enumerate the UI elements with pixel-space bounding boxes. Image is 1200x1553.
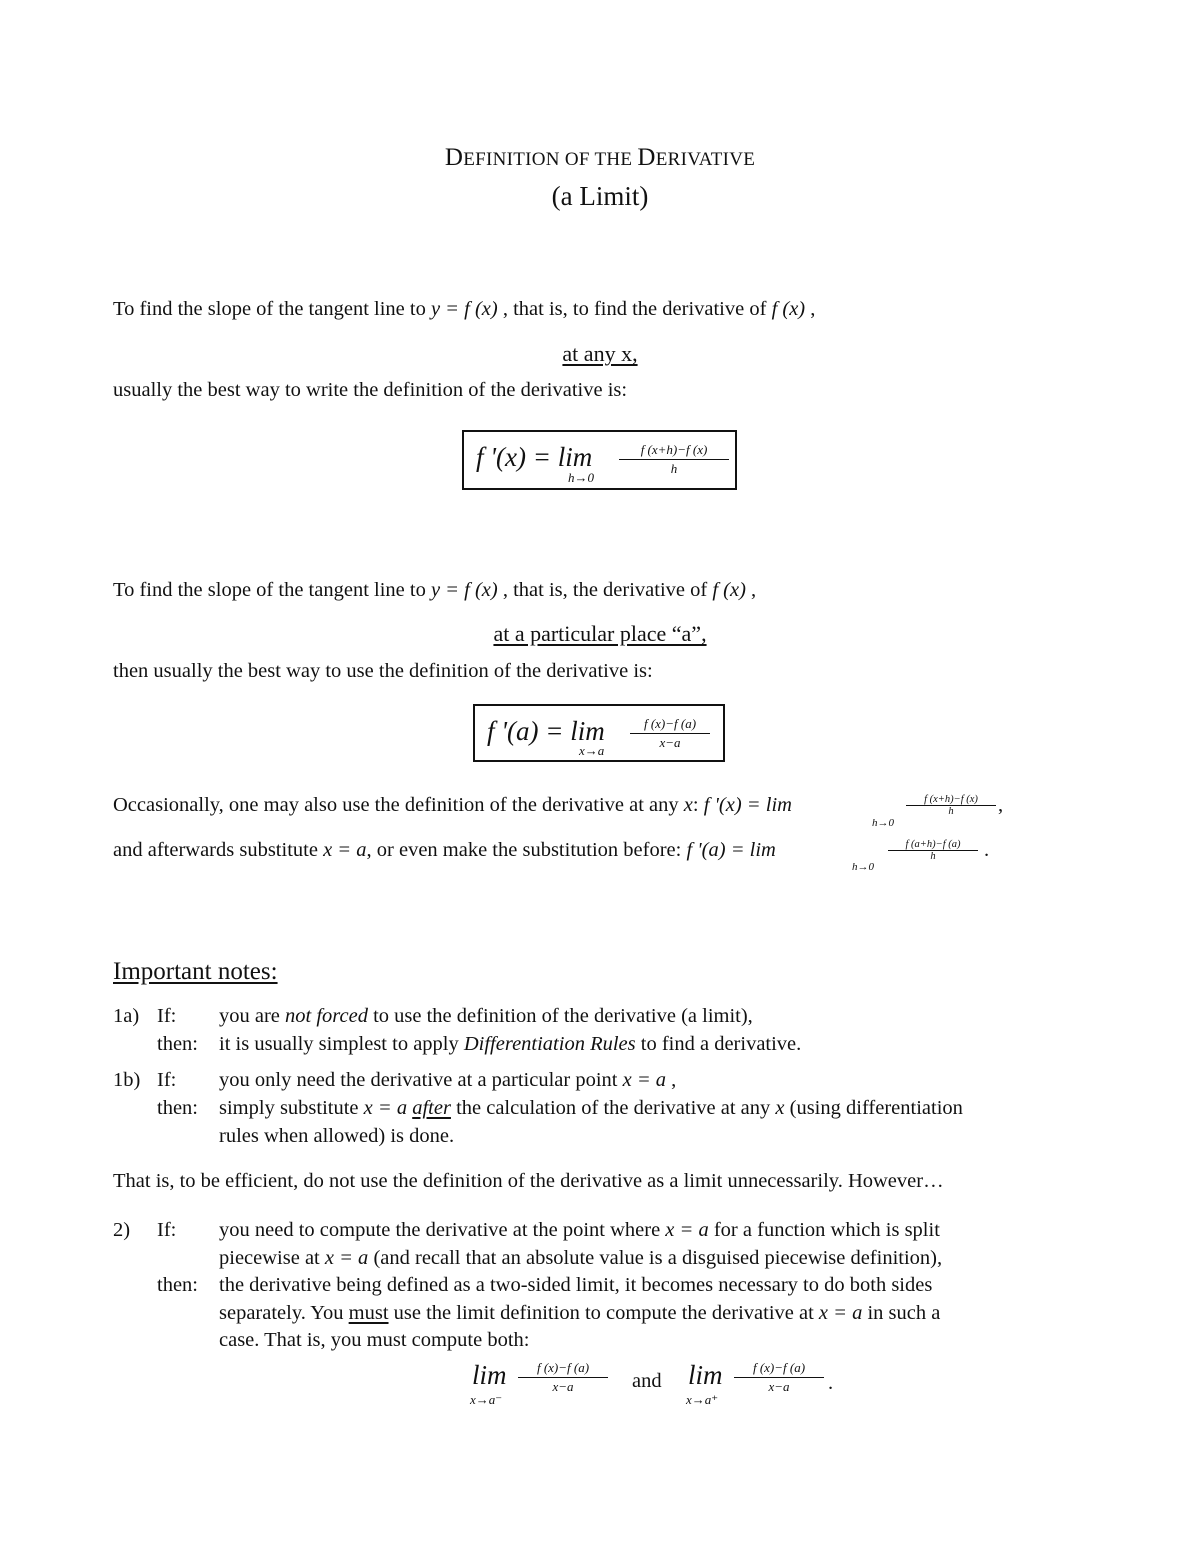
text: it is usually simplest to apply bbox=[219, 1033, 464, 1055]
formula1-fraction bbox=[619, 442, 729, 477]
formula2-lhs: f '(a) = lim bbox=[487, 716, 605, 746]
text: simply substitute bbox=[219, 1097, 364, 1119]
math-x-eq-a: x = a bbox=[622, 1069, 667, 1091]
formula2-fraction bbox=[630, 716, 710, 751]
section1-line2: usually the best way to write the definition of the derivative is: bbox=[113, 379, 628, 401]
title-cap-1: D bbox=[444, 144, 464, 171]
math-x: x bbox=[775, 1097, 785, 1119]
occasionally-line1-end: , bbox=[998, 794, 1004, 816]
math-y-eq-fx: y = f (x) bbox=[430, 579, 498, 601]
math-fx: f (x) bbox=[771, 298, 806, 320]
text: , bbox=[666, 1069, 677, 1091]
occasionally-line1-lim-sub: h→0 bbox=[872, 817, 894, 829]
note-2-number: 2) bbox=[113, 1219, 131, 1241]
section2-line1 bbox=[113, 579, 756, 602]
title-part-1: EFINITION OF THE bbox=[463, 149, 638, 170]
math-x-eq-a: x = a bbox=[363, 1097, 408, 1119]
text: To find the slope of the tangent line to bbox=[113, 579, 431, 601]
text: : bbox=[692, 794, 704, 816]
note-2-then-line2 bbox=[219, 1302, 940, 1325]
left-limit-lim: lim bbox=[472, 1360, 507, 1390]
formula1-lhs: f '(x) = lim bbox=[476, 442, 593, 472]
occasionally-line2-lim-sub: h→0 bbox=[852, 861, 874, 873]
numerator: f (x)−f (a) bbox=[518, 1360, 608, 1378]
denominator: h bbox=[930, 851, 936, 862]
occasionally-line2 bbox=[113, 839, 776, 862]
math-fprime-a: f '(a) = lim bbox=[686, 839, 776, 861]
section1-line1 bbox=[113, 298, 815, 321]
right-limit-sub: x→a⁺ bbox=[686, 1392, 719, 1407]
text: , that is, to find the derivative of bbox=[497, 298, 772, 320]
denominator: h bbox=[948, 806, 954, 817]
note-2-then-line1: the derivative being defined as a two-sided limit, it becomes necessary to do both sides bbox=[219, 1274, 933, 1296]
text: and afterwards substitute bbox=[113, 839, 324, 861]
formula1-numerator: f (x+h)−f (x) bbox=[619, 442, 729, 460]
math-x: x bbox=[683, 794, 693, 816]
italic-underlined-text: after bbox=[412, 1097, 451, 1119]
text: To find the slope of the tangent line to bbox=[113, 298, 431, 320]
text: (and recall that an absolute value is a disguised piecewise definition), bbox=[368, 1247, 943, 1269]
text: , or even make the substitution before: bbox=[366, 839, 687, 861]
note-1a-if: If: bbox=[157, 1005, 177, 1027]
note-2-if-text-line2 bbox=[219, 1247, 942, 1270]
formula2-lim-sub: x→a bbox=[579, 743, 605, 758]
text: , that is, the derivative of bbox=[497, 579, 713, 601]
note-2-then-line3: case. That is, you must compute both: bbox=[219, 1329, 530, 1351]
text: (using differentiation bbox=[784, 1097, 963, 1119]
and-text: and bbox=[632, 1370, 662, 1392]
text: Occasionally, one may also use the definition of the derivative at any bbox=[113, 794, 684, 816]
math-x-eq-a: x = a bbox=[665, 1219, 709, 1241]
numerator: f (x)−f (a) bbox=[734, 1360, 824, 1378]
text: you need to compute the derivative at the point where bbox=[219, 1219, 666, 1241]
note-1a-then-text bbox=[219, 1033, 801, 1056]
note-1b-then: then: bbox=[157, 1097, 198, 1119]
note-1a-then: then: bbox=[157, 1033, 198, 1055]
right-limit-fraction bbox=[734, 1360, 824, 1395]
numerator: f (a+h)−f (a) bbox=[888, 839, 978, 851]
note-1b-then-text bbox=[219, 1097, 963, 1120]
note-1b-number: 1b) bbox=[113, 1069, 141, 1091]
formula2-numerator: f (x)−f (a) bbox=[630, 716, 710, 734]
text: in such a bbox=[862, 1302, 941, 1324]
text: piecewise at bbox=[219, 1247, 325, 1269]
text: , bbox=[805, 298, 816, 320]
text: the calculation of the derivative at any bbox=[450, 1097, 776, 1119]
numerator: f (x+h)−f (x) bbox=[906, 794, 996, 806]
note-1b-if-text bbox=[219, 1069, 676, 1092]
text: you are bbox=[219, 1005, 286, 1027]
note-1b-then-text-line2: rules when allowed) is done. bbox=[219, 1125, 455, 1147]
math-x-eq-a: x = a bbox=[324, 1247, 369, 1269]
math-y-eq-fx: y = f (x) bbox=[430, 298, 498, 320]
denominator: x−a bbox=[552, 1379, 574, 1394]
formula-box-1 bbox=[462, 430, 737, 490]
page-title bbox=[0, 144, 1200, 172]
emphasis-at-any-x: at any x, bbox=[562, 341, 638, 366]
page-subtitle: (a Limit) bbox=[551, 181, 649, 211]
occasionally-line1 bbox=[113, 794, 792, 817]
occasionally-line2-fraction bbox=[888, 839, 978, 862]
text: to find a derivative. bbox=[635, 1033, 802, 1055]
text: use the limit definition to compute the derivative at bbox=[388, 1302, 819, 1324]
section2-line2: then usually the best way to use the definition of the derivative is: bbox=[113, 660, 653, 682]
left-limit-sub: x→a⁻ bbox=[470, 1392, 503, 1407]
math-fprime-x: f '(x) = lim bbox=[703, 794, 792, 816]
formula1-denominator: h bbox=[670, 461, 678, 476]
note-1b-if: If: bbox=[157, 1069, 177, 1091]
note-1a-number: 1a) bbox=[113, 1005, 140, 1027]
title-cap-2: D bbox=[637, 144, 656, 171]
text: , bbox=[745, 579, 757, 601]
note-2-then: then: bbox=[157, 1274, 198, 1296]
underlined-text: must bbox=[348, 1302, 389, 1324]
emphasis-particular-place: at a particular place “a”, bbox=[493, 621, 707, 646]
italic-text: Differentiation Rules bbox=[463, 1033, 636, 1055]
notes-heading: Important notes: bbox=[113, 958, 278, 985]
left-limit-fraction bbox=[518, 1360, 608, 1395]
title-part-2: ERIVATIVE bbox=[655, 149, 756, 170]
formula1-lim-sub: h→0 bbox=[568, 470, 594, 485]
italic-text: not forced bbox=[285, 1005, 368, 1027]
denominator: x−a bbox=[768, 1379, 790, 1394]
occasionally-line2-end: . bbox=[984, 839, 990, 861]
note-2-if: If: bbox=[157, 1219, 177, 1241]
text: you only need the derivative at a particular point bbox=[219, 1069, 623, 1091]
right-limit-lim: lim bbox=[688, 1360, 723, 1390]
formula2-denominator: x−a bbox=[659, 735, 681, 750]
occasionally-line1-fraction bbox=[906, 794, 996, 817]
formula-box-2 bbox=[473, 704, 725, 762]
text: to use the definition of the derivative (a limit), bbox=[367, 1005, 753, 1027]
note-1a-if-text bbox=[219, 1005, 753, 1028]
text: for a function which is split bbox=[708, 1219, 940, 1241]
note-2-if-text bbox=[219, 1219, 940, 1242]
efficiency-note: That is, to be efficient, do not use the definition of the derivative as a limit unnecessarily. However… bbox=[113, 1170, 944, 1192]
math-x-eq-a: x = a bbox=[818, 1302, 863, 1324]
math-x-eq-a: x = a bbox=[323, 839, 367, 861]
text: separately. You bbox=[219, 1302, 349, 1324]
math-fx: f (x) bbox=[712, 579, 746, 601]
final-period: . bbox=[828, 1372, 834, 1394]
